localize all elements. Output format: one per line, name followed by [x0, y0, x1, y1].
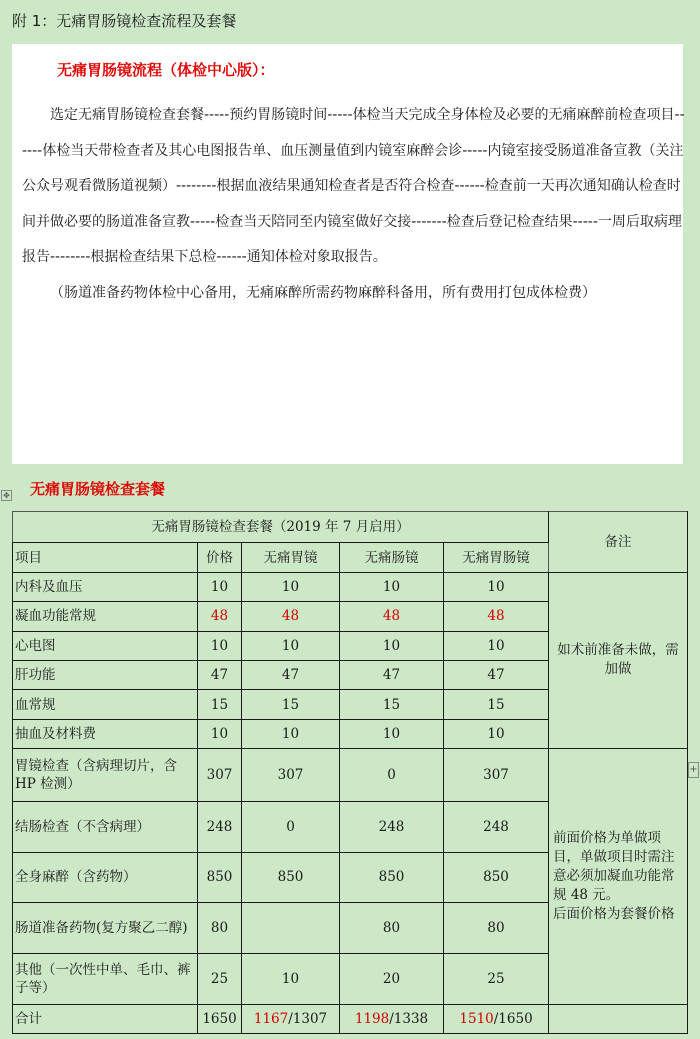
row-price: 80: [198, 903, 242, 954]
table-move-handle-icon[interactable]: ✥: [1, 490, 12, 501]
row-gastro: 10: [242, 631, 340, 660]
row-colono: 20: [340, 953, 444, 1004]
row-colono: 15: [340, 690, 444, 719]
row-both: 10: [444, 719, 549, 748]
row-item: 抽血及材料费: [13, 719, 198, 748]
row-item: 肝功能: [13, 660, 198, 689]
total-both-package: 1510: [459, 1010, 494, 1027]
row-item: 胃镜检查（含病理切片，含 HP 检测）: [13, 749, 198, 802]
package-table: [12, 511, 688, 1034]
total-colono-package: 1198: [354, 1010, 390, 1027]
row-gastro: 10: [242, 719, 340, 748]
row-both: 15: [444, 690, 549, 719]
page-heading: 附 1：无痛胃肠镜检查流程及套餐: [12, 12, 237, 30]
process-paragraph-2: （肠道准备药物体检中心备用，无痛麻醉所需药物麻醉科备用，所有费用打包成体检费）: [50, 284, 596, 301]
row-both: 307: [444, 749, 549, 802]
row-price: 48: [198, 602, 242, 631]
total-label: 合计: [13, 1004, 198, 1033]
row-item: 其他（一次性中单、毛巾、裤子等）: [13, 953, 198, 1004]
row-colono: 10: [340, 719, 444, 748]
package-section-title: 无痛胃肠镜检查套餐: [30, 480, 166, 498]
row-gastro: 307: [242, 749, 340, 802]
row-colono: 10: [340, 631, 444, 660]
row-gastro: 47: [242, 660, 340, 689]
row-both: 80: [444, 903, 549, 954]
row-colono: 47: [340, 660, 444, 689]
total-colono: [340, 1004, 444, 1033]
row-price: 850: [198, 852, 242, 903]
row-colono: 10: [340, 572, 444, 601]
row-gastro: 48: [242, 602, 340, 631]
row-gastro: 15: [242, 690, 340, 719]
header-price: 价格: [198, 543, 242, 572]
process-paragraph-1: 选定无痛胃肠镜检查套餐-----预约胃肠镜时间-----体检当天完成全身体检及必要的无痛麻醉前检查项目------体检当天带检查者及其心电图报告单、血压测量值到内镜室麻醉会诊-----内镜室接受肠道准备宣教（关注公众号观看微肠道视频）--------根据血液结果通知检查者是否符合检查------检查前一天再次通知确认检查时间并做必要的肠道准备宣教-----检查当天陪同至内镜室做好交接-------检查后登记检查结果-----一周后取病理报告--------根据检查结果下总检------通知体检对象取报告。: [22, 107, 685, 265]
row-price: 307: [198, 749, 242, 802]
row-item: 内科及血压: [13, 572, 198, 601]
total-both: [444, 1004, 549, 1033]
row-colono: 48: [340, 602, 444, 631]
row-both: 248: [444, 801, 549, 852]
add-column-icon[interactable]: +: [688, 762, 699, 778]
row-price: 47: [198, 660, 242, 689]
total-gastro-package: 1167: [253, 1010, 289, 1027]
total-gastro-single: /1307: [288, 1010, 328, 1027]
process-body: [22, 98, 686, 311]
row-colono: 248: [340, 801, 444, 852]
row-both: 48: [444, 602, 549, 631]
row-colono: 0: [340, 749, 444, 802]
row-both: 850: [444, 852, 549, 903]
row-both: 10: [444, 572, 549, 601]
header-gastroscopy: 无痛胃镜: [242, 543, 340, 572]
row-gastro: 850: [242, 852, 340, 903]
row-price: 248: [198, 801, 242, 852]
table-row: [13, 572, 688, 601]
header-note: 备注: [549, 512, 688, 573]
process-title: 无痛胃肠镜流程（体检中心版）：: [57, 61, 275, 79]
row-item: 全身麻醉（含药物）: [13, 852, 198, 903]
row-item: 心电图: [13, 631, 198, 660]
row-gastro: 10: [242, 953, 340, 1004]
row-colono: 850: [340, 852, 444, 903]
row-price: 25: [198, 953, 242, 1004]
total-gastro: [242, 1004, 340, 1033]
note-preop: 如术前准备未做，需加做: [549, 572, 688, 748]
row-item: 血常规: [13, 690, 198, 719]
row-colono: 80: [340, 903, 444, 954]
row-price: 10: [198, 719, 242, 748]
row-item: 结肠检查（不含病理）: [13, 801, 198, 852]
process-textbox: [12, 44, 683, 464]
header-colonoscopy: 无痛肠镜: [340, 543, 444, 572]
row-both: 47: [444, 660, 549, 689]
total-colono-single: /1338: [389, 1010, 429, 1027]
header-gastro-colonoscopy: 无痛胃肠镜: [444, 543, 549, 572]
row-price: 10: [198, 631, 242, 660]
total-price: 1650: [198, 1004, 242, 1033]
row-item: 凝血功能常规: [13, 602, 198, 631]
row-gastro: 0: [242, 801, 340, 852]
row-gastro: [242, 903, 340, 954]
row-price: 10: [198, 572, 242, 601]
row-gastro: 10: [242, 572, 340, 601]
total-note: [549, 1004, 688, 1033]
row-item: 肠道准备药物(复方聚乙二醇): [13, 903, 198, 954]
total-both-single: /1650: [493, 1010, 533, 1027]
table-caption: 无痛胃肠镜检查套餐（2019 年 7 月启用）: [13, 512, 549, 543]
row-both: 10: [444, 631, 549, 660]
note-pricing: 前面价格为单做项目，单做项目时需注意必须加凝血功能常规 48 元。 后面价格为套餐价格: [549, 749, 688, 1004]
header-item: 项目: [13, 543, 198, 572]
row-both: 25: [444, 953, 549, 1004]
table-row: [13, 749, 688, 802]
row-price: 15: [198, 690, 242, 719]
total-row: [13, 1004, 688, 1033]
